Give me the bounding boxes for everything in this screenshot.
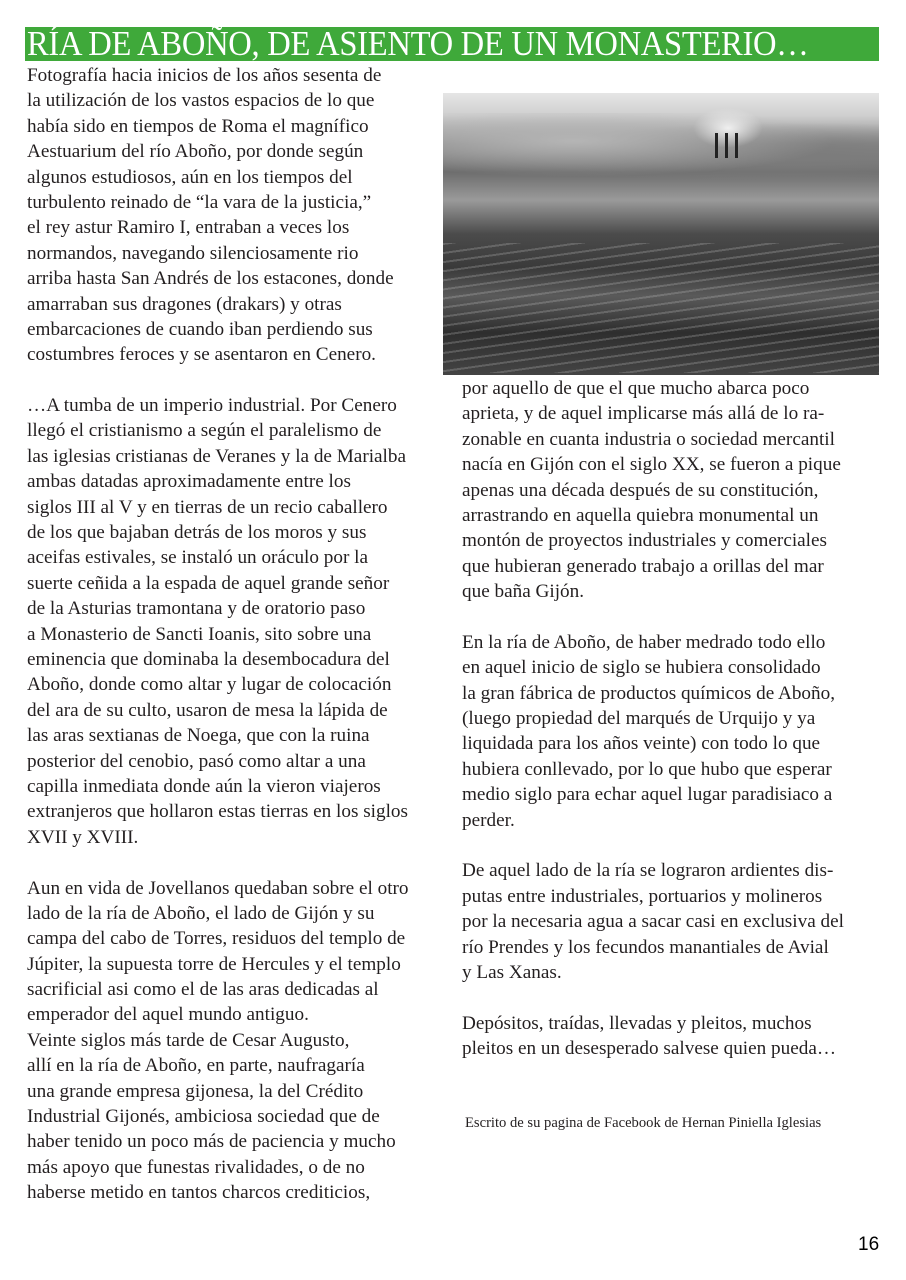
text-line: allí en la ría de Aboño, en parte, naufragaría: [27, 1055, 365, 1077]
text-line: Aun en vida de Jovellanos quedaban sobre el otro: [27, 877, 409, 899]
text-line: nacía en Gijón con el siglo XX, se fueron a pique: [462, 454, 841, 476]
text-line: siglos III al V y en tierras de un recio caballero: [27, 496, 388, 518]
text-line: [27, 850, 409, 875]
text-line: haber tenido un poco más de paciencia y mucho: [27, 1131, 396, 1153]
text-line: una grande empresa gijonesa, la del Crédito: [27, 1080, 364, 1102]
text-line: embarcaciones de cuando iban perdiendo sus: [27, 318, 373, 340]
title-bar: [25, 24, 879, 63]
text-line: liquidada para los años veinte) con todo lo que: [462, 733, 821, 755]
text-line: emperador del aquel mundo antiguo.: [27, 1004, 309, 1026]
article-credit: Escrito de su pagina de Facebook de Hernan Piniella Iglesias: [465, 1115, 822, 1131]
text-line: turbulento reinado de “la vara de la justicia,”: [27, 191, 372, 213]
text-line: de la Asturias tramontana y de oratorio paso: [27, 598, 366, 620]
left-column-text: [27, 63, 409, 1206]
text-line: amarraban sus dragones (drakars) y otras: [27, 293, 342, 315]
text-line: Depósitos, traídas, llevadas y pleitos, muchos: [462, 1012, 812, 1034]
text-line: De aquel lado de la ría se lograron ardientes dis-: [462, 860, 834, 882]
text-line: perder.: [462, 809, 515, 831]
text-line: de los que bajaban detrás de los moros y sus: [27, 522, 367, 544]
text-line: En la ría de Aboño, de haber medrado todo ello: [462, 631, 826, 653]
photo-chimney: [715, 133, 718, 158]
text-line: y Las Xanas.: [462, 961, 562, 983]
text-line: la gran fábrica de productos químicos de Aboño,: [462, 682, 835, 704]
text-line: arriba hasta San Andrés de los estacones, donde: [27, 268, 394, 290]
photo-rail-tracks: [443, 243, 879, 373]
right-column-text: [462, 376, 844, 1062]
text-line: río Prendes y los fecundos manantiales de Avial: [462, 936, 829, 958]
text-line: en aquel inicio de siglo se hubiera consolidado: [462, 657, 821, 679]
text-line: costumbres feroces y se asentaron en Cenero.: [27, 344, 376, 366]
text-line: el rey astur Ramiro I, entraban a veces los: [27, 217, 350, 239]
page-number: 16: [858, 1234, 880, 1255]
photo-chimney: [725, 133, 728, 158]
text-line: había sido en tiempos de Roma el magnífico: [27, 115, 369, 137]
text-line: Fotografía hacia inicios de los años sesenta de: [27, 65, 382, 86]
text-line: [27, 368, 409, 393]
text-line: [462, 605, 844, 630]
text-line: Júpiter, la supuesta torre de Hercules y el templo: [27, 953, 401, 975]
text-line: eminencia que dominaba la desembocadura del: [27, 648, 390, 670]
text-line: extranjeros que hollaron estas tierras en los siglos: [27, 801, 408, 823]
text-line: por aquello de que el que mucho abarca poco: [462, 378, 810, 399]
text-line: que hubieran generado trabajo a orillas del mar: [462, 555, 824, 577]
text-line: Aestuarium del río Aboño, por donde según: [27, 141, 364, 163]
historical-photo-ria-de-abono: [443, 93, 879, 375]
text-line: hubiera conllevado, por lo que hubo que esperar: [462, 758, 832, 780]
text-line: …A tumba de un imperio industrial. Por Cenero: [27, 395, 397, 417]
text-line: haberse metido en tantos charcos crediticios,: [27, 1182, 371, 1204]
text-line: que baña Gijón.: [462, 581, 585, 603]
text-line: zonable en cuanta industria o sociedad mercantil: [462, 428, 835, 450]
text-line: suerte ceñida a la espada de aquel grande señor: [27, 572, 390, 594]
text-line: normandos, navegando silenciosamente rio: [27, 242, 359, 264]
text-line: a Monasterio de Sancti Ioanis, sito sobre una: [27, 623, 372, 645]
text-line: llegó el cristianismo a según el paralelismo de: [27, 420, 382, 442]
photo-chimney: [735, 133, 738, 158]
text-line: XVII y XVIII.: [27, 826, 139, 848]
text-line: aprieta, y de aquel implicarse más allá de lo ra-: [462, 403, 825, 425]
text-line: algunos estudiosos, aún en los tiempos del: [27, 166, 353, 188]
text-line: montón de proyectos industriales y comerciales: [462, 530, 827, 552]
text-line: apenas una década después de su constitución,: [462, 479, 819, 501]
text-line: posterior del cenobio, pasó como altar a una: [27, 750, 366, 772]
text-line: más apoyo que funestas rivalidades, o de no: [27, 1156, 365, 1178]
photo-smoke: [693, 108, 763, 148]
text-line: las aras sextianas de Noega, que con la ruina: [27, 725, 370, 747]
text-line: [462, 985, 844, 1010]
text-line: capilla inmediata donde aún la vieron viajeros: [27, 775, 381, 797]
text-line: [462, 833, 844, 858]
text-line: Veinte siglos más tarde de Cesar Augusto,: [27, 1029, 350, 1051]
text-line: por la necesaria agua a sacar casi en exclusiva del: [462, 911, 844, 933]
text-line: las iglesias cristianas de Veranes y la de Marialba: [27, 445, 406, 467]
text-line: arrastrando en aquella quiebra monumental un: [462, 504, 819, 526]
text-line: ambas datadas aproximadamente entre los: [27, 471, 351, 493]
text-line: aceifas estivales, se instaló un oráculo por la: [27, 547, 368, 569]
text-line: la utilización de los vastos espacios de lo que: [27, 90, 375, 112]
text-line: (luego propiedad del marqués de Urquijo y ya: [462, 708, 816, 730]
text-line: Aboño, donde como altar y lugar de colocación: [27, 674, 392, 696]
photo-hills: [443, 113, 879, 183]
text-line: putas entre industriales, portuarios y molineros: [462, 885, 823, 907]
text-line: del ara de su culto, usaron de mesa la lápida de: [27, 699, 388, 721]
text-line: pleitos en un desesperado salvese quien pueda…: [462, 1038, 837, 1060]
text-line: sacrificial asi como el de las aras dedicadas al: [27, 979, 379, 1001]
text-line: campa del cabo de Torres, residuos del templo de: [27, 928, 406, 950]
text-line: lado de la ría de Aboño, el lado de Gijón y su: [27, 902, 375, 924]
text-line: medio siglo para echar aquel lugar paradisiaco a: [462, 784, 833, 806]
page-title: RÍA DE ABOÑO, DE ASIENTO DE UN MONASTERIO…: [27, 24, 809, 63]
text-line: Industrial Gijonés, ambiciosa sociedad que de: [27, 1106, 380, 1128]
